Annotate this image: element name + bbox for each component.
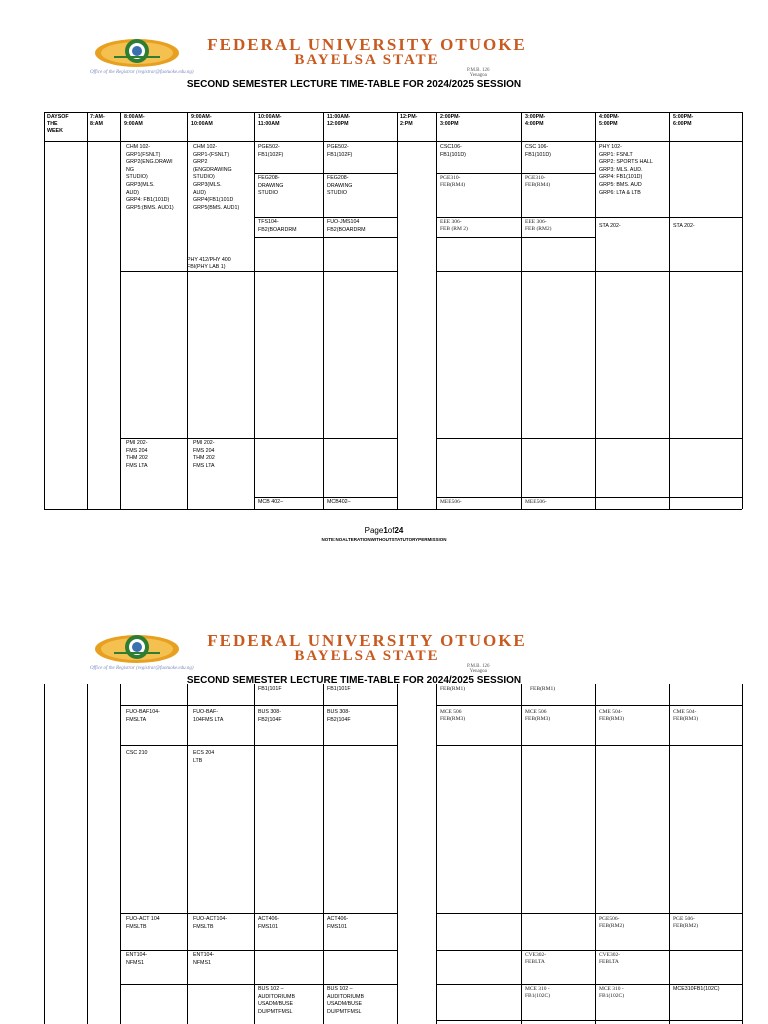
table-cell: BUS 308- FB2(104F: [258, 709, 282, 723]
page-current: 1: [383, 526, 388, 535]
table-cell: PGE502- FB1(102F): [327, 144, 353, 158]
column-divider: [87, 684, 88, 1024]
pmb-city: Yenagoa: [469, 669, 487, 674]
pmb-city: Yenagoa: [469, 73, 487, 78]
row-divider: [436, 984, 742, 985]
table-cell: MCE 506 FEB(RM3): [525, 709, 551, 723]
table-cell: PMI 202- FMS 204 THM 202 FMS LTA: [126, 440, 148, 469]
university-name: FEDERAL UNIVERSITY OTUOKE: [207, 631, 527, 650]
row-divider: [120, 745, 397, 746]
header-7am: 7:AM- 8:AM: [90, 114, 105, 127]
column-divider: [120, 684, 121, 1024]
table-cell: STA 202-: [599, 223, 621, 229]
row-divider: [120, 984, 397, 985]
table-cell: ECS 204 LTB: [193, 750, 215, 764]
table-cell: PMI 202- FMS 204 THM 202 FMS LTA: [193, 440, 215, 469]
column-divider: [521, 684, 522, 1024]
header-8am: 8:00AM- 9:00AM: [124, 114, 145, 127]
header-5pm: 5:00PM- 6:00PM: [673, 114, 694, 127]
table-cell: MCE 506 FEB(RM3): [440, 709, 466, 723]
table-cell: FUO-ACT104- FMSLTB: [193, 916, 228, 930]
table-cell: FEG208- DRAWING STUDIO: [258, 175, 284, 197]
table-cell: PHY 412/PHY 400 FBI(PHY LAB 1): [187, 257, 231, 270]
table-cell: ENT104- NFMS1: [193, 952, 215, 966]
table-cell: CSC106- FB1(101D): [440, 144, 466, 158]
table-cell: FUO-BAF104- FMSLTA: [126, 709, 160, 723]
table-cell: BUS 102 – AUDITORIUMB USADM/BUSE DU/PMTFMSL: [258, 986, 295, 1015]
table-cell: MEE506-: [440, 499, 462, 505]
table-cell: STA 202-: [673, 223, 695, 229]
table-cell: CSC 106- FB1(101D): [525, 144, 551, 158]
column-divider: [397, 684, 398, 1024]
column-divider: [254, 684, 255, 1024]
table-cell: FEG208- DRAWING STUDIO: [327, 175, 353, 197]
page-title: SECOND SEMESTER LECTURE TIME-TABLE FOR 2024/2025 SESSION: [186, 675, 522, 686]
column-divider: [187, 684, 188, 1024]
registrar-office-line: Office of the Registrar (registrar@fuotuoke.edu.ng): [90, 70, 194, 75]
table-cell: TFS104- FB2(BOARDRM: [258, 219, 297, 233]
table-cell: CSC 210: [126, 750, 148, 756]
table-cell: MCE 310 - FB1(102C): [599, 986, 625, 1000]
table-cell: FB1(101F: [327, 686, 351, 692]
table-cell: CME 504- FEB(RM3): [599, 709, 625, 723]
row-divider: [436, 705, 742, 706]
column-divider: [323, 684, 324, 1024]
pmb-line: P.M.B. 126: [467, 664, 490, 669]
page-total: 24: [394, 526, 404, 535]
table-cell: BUS 102 – AUDITORIUMB USADM/BUSE DU/PMTFMSL: [327, 986, 364, 1015]
table-cell: FUO-JMS104 FB2(BOARDRM: [327, 219, 366, 233]
table-cell: CVE302- FEBLTA: [525, 952, 547, 966]
header-9am: 9:00AM- 10:00AM: [191, 114, 213, 127]
row-divider: [120, 705, 397, 706]
table-cell: PHY 102- GRP1: FSNLT GRP2: SPORTS HALL GRP3: MLS. AUD. GRP4: FB1(101D) GRP5: BMS. AUD GRP6: LTA & LTB: [599, 144, 653, 196]
row-divider: [436, 745, 742, 746]
row-divider: [120, 950, 397, 951]
pmb-line: P.M.B. 126: [467, 68, 490, 73]
table-cell: FEB(RM1): [530, 686, 556, 692]
table-cell: PGE 506- FEB(RM2): [673, 916, 699, 930]
university-name: FEDERAL UNIVERSITY OTUOKE: [207, 35, 527, 54]
header-3pm: 3:00PM- 4:00PM: [525, 114, 546, 127]
table-cell: FEB(RM1): [440, 686, 466, 692]
table-cell: PGE502- FB1(102F): [258, 144, 284, 158]
row-divider: [120, 913, 397, 914]
page-title: SECOND SEMESTER LECTURE TIME-TABLE FOR 2024/2025 SESSION: [186, 79, 522, 90]
table-cell: CVE302- FEBLTA: [599, 952, 621, 966]
table-cell: FUO-BAF- 104FMS LTA: [193, 709, 224, 723]
row-divider: [436, 913, 742, 914]
table-cell: BUS 308- FB2(104F: [327, 709, 351, 723]
column-divider: [669, 684, 670, 1024]
header-10am: 10:00AM- 11:00AM: [258, 114, 282, 127]
row-divider: [436, 950, 742, 951]
university-state: BAYELSA STATE: [294, 52, 440, 68]
table-cell: CHM 102- GRP1(FSNLT) GRP2(ENG.DRAWI NG STUDIO) GRP3(MLS. AUD) GRP4: FB1(101D) GRP5:(BMS. AUD1): [126, 144, 174, 211]
table-cell: FUO-ACT 104 FMSLTB: [126, 916, 160, 930]
university-state: BAYELSA STATE: [294, 648, 440, 664]
table-cell: MEE506-: [525, 499, 547, 505]
column-divider: [436, 684, 437, 1024]
table-cell: FB1(101F: [258, 686, 282, 692]
header-2pm: 2:00PM- 3:00PM: [440, 114, 461, 127]
table-cell: PGE310- FEB(RM4): [525, 175, 551, 189]
header-11am: 11:00AM- 12:00PM: [327, 114, 351, 127]
table-cell: PGE310- FEB(RM4): [440, 175, 466, 189]
registrar-office-line: Office of the Registrar (registrar@fuotuoke.edu.ng): [90, 666, 194, 671]
footer-note: NOTE:NOALTERATIONWITHOUTSTATUTORYPERMISSION: [321, 537, 447, 542]
table-cell: CHM 102- GRP1-(FSNLT) GRP2 (ENGDRAWING STUDIO) GRP3(MLS. AUD) GRP4(FB1(101D GRP5(BMS. AUD1): [193, 144, 240, 211]
table-border: [742, 684, 743, 1024]
table-cell: ACT406- FMS101: [258, 916, 280, 930]
table-cell: PGE506- FEB(RM2): [599, 916, 625, 930]
table-cell: MCB402–: [327, 499, 351, 505]
page-label: Page: [364, 526, 384, 535]
table-border: [44, 684, 45, 1024]
header-days: DAYSOF THE WEEK: [47, 114, 69, 134]
table-cell: MCB 402–: [258, 499, 284, 505]
column-divider: [595, 684, 596, 1024]
table-cell: MCE310FB1(102C): [673, 986, 720, 992]
row-divider: [436, 1020, 742, 1021]
page-of: of: [387, 526, 395, 535]
table-cell: EEE 306- FEB (RM2): [525, 219, 552, 233]
table-cell: CME 504- FEB(RM3): [673, 709, 699, 723]
table-cell: EEE 306- FEB (RM 2): [440, 219, 468, 233]
header-12pm: 12:PM- 2:PM: [400, 114, 418, 127]
table-cell: ACT406- FMS101: [327, 916, 349, 930]
header-4pm: 4:00PM- 5:00PM: [599, 114, 620, 127]
table-cell: ENT104- NFMS1: [126, 952, 148, 966]
table-cell: MCE 310 - FB1(102C): [525, 986, 551, 1000]
